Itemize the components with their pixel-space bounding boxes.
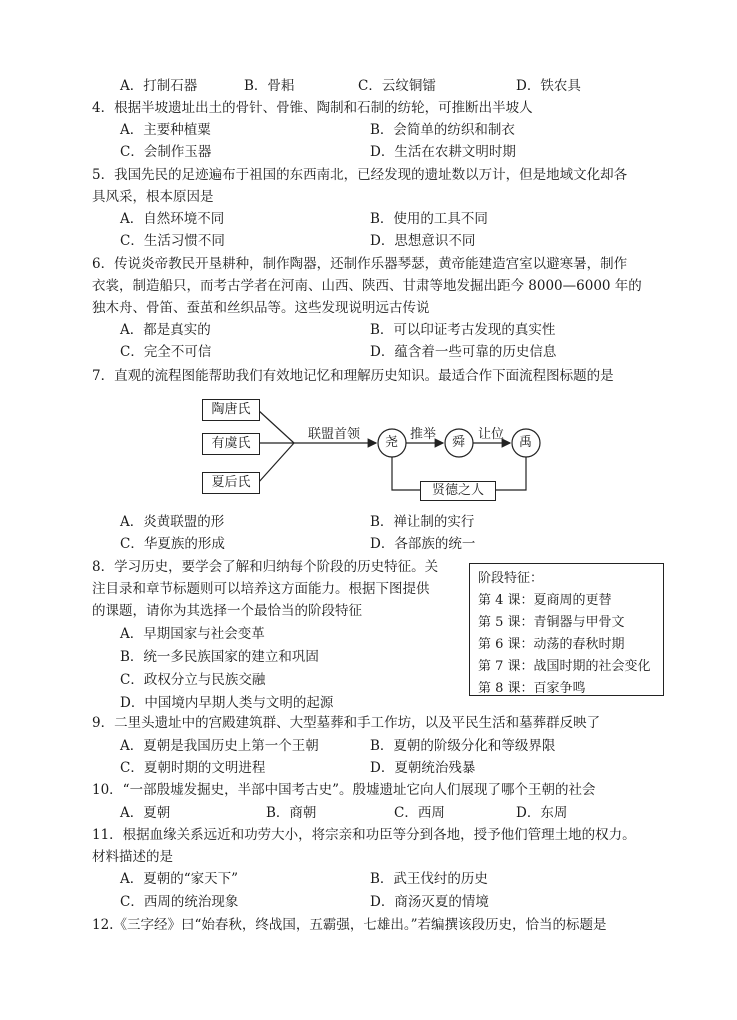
q10-option-d: D．东周 <box>516 805 568 821</box>
q6-stem-line2: 衣裳，制造船只，而考古学者在河南、山西、陕西、甘肃等地发掘出距今 8000—6000 年的 <box>92 278 642 294</box>
q3-option-a: A．打制石器 <box>120 78 198 94</box>
q4-option-d: D．生活在农耕文明时期 <box>370 144 516 160</box>
q7-stem: 7．直观的流程图能帮助我们有效地记忆和理解历史知识。最适合作下面流程图标题的是 <box>92 368 614 384</box>
clan-box-xiahou: 夏后氏 <box>202 472 260 494</box>
q6-stem-line3: 独木舟、骨笛、蚕茧和丝织品等。这些发现说明远古传说 <box>92 300 430 316</box>
recommend-label: 推举 <box>410 427 437 442</box>
q5-stem-line1: 5．我国先民的足迹遍布于祖国的东西南北，已经发现的遗址数以万计，但是地域文化却各 <box>92 167 628 183</box>
q4-option-c: C．会制作玉器 <box>120 144 212 160</box>
q10-option-a: A．夏朝 <box>120 805 171 821</box>
stage-box-title: 阶段特征： <box>478 571 544 586</box>
q9-stem: 9．二里头遗址中的宫殿建筑群、大型墓葬和手工作坊，以及平民生活和墓葬群反映了 <box>92 715 601 731</box>
q9-option-a: A．夏朝是我国历史上第一个王朝 <box>120 738 319 754</box>
stage-lesson-6: 第 6 课：动荡的春秋时期 <box>478 637 625 652</box>
q6-option-d: D．蕴含着一些可靠的历史信息 <box>370 344 557 360</box>
stage-lesson-7: 第 7 课：战国时期的社会变化 <box>478 659 651 674</box>
q11-option-d: D．商汤灭夏的情境 <box>370 894 489 910</box>
abdicate-label: 让位 <box>478 427 505 442</box>
stage-lesson-4: 第 4 课：夏商周的更替 <box>478 593 612 608</box>
q9-option-c: C．夏朝时期的文明进程 <box>120 760 266 776</box>
q5-option-b: B．使用的工具不同 <box>370 211 488 227</box>
clan-box-taotang: 陶唐氏 <box>202 399 260 421</box>
ruler-shun: 舜 <box>452 435 466 450</box>
q11-stem-line1: 11．根据血缘关系远近和功劳大小，将宗亲和功臣等分到各地，授予他们管理土地的权力。 <box>92 827 636 843</box>
q11-option-a: A．夏朝的“家天下” <box>120 871 239 887</box>
q4-option-b: B．会简单的纺织和制衣 <box>370 122 515 138</box>
ruler-yao: 尧 <box>385 435 399 450</box>
clan-box-youyu: 有虞氏 <box>202 433 260 455</box>
stage-lesson-5: 第 5 课：青铜器与甲骨文 <box>478 615 625 630</box>
q7-options-row2 <box>0 535 737 553</box>
q10-option-b: B．商朝 <box>266 805 317 821</box>
stage-features-box <box>469 563 664 696</box>
q9-option-d: D．夏朝统治残暴 <box>370 760 476 776</box>
q8-option-a: A．早期国家与社会变革 <box>120 626 265 642</box>
q12-stem: 12.《三字经》曰“始春秋，终战国，五霸强，七雄出。”若编撰该段历史，恰当的标题是 <box>92 917 607 933</box>
q7-option-c: C．华夏族的形成 <box>120 536 225 552</box>
q10-options <box>0 804 737 822</box>
q6-stem-line1: 6．传说炎帝教民开垦耕种，制作陶器，还制作乐器琴瑟，黄帝能建造宫室以避寒暑，制作 <box>92 256 628 272</box>
q9-option-b: B．夏朝的阶级分化和等级界限 <box>370 738 556 754</box>
ruler-yu: 禹 <box>519 435 533 450</box>
q6-option-a: A．都是真实的 <box>120 322 211 338</box>
q5-option-a: A．自然环境不同 <box>120 211 225 227</box>
q8-stem-line2: 注目录和章节标题则可以培养这方面能力。根据下图提供 <box>92 581 430 597</box>
q6-option-c: C．完全不可信 <box>120 344 212 360</box>
q8-stem-line1: 8．学习历史，要学会了解和归纳每个阶段的历史特征。关 <box>92 559 439 575</box>
q9-options-row2 <box>0 759 737 777</box>
q4-stem: 4．根据半坡遗址出土的骨针、骨锥、陶制和石制的纺轮，可推断出半坡人 <box>92 100 533 116</box>
q3-option-b: B．骨耜 <box>244 78 295 94</box>
q5-stem-line2: 具风采，根本原因是 <box>92 189 214 205</box>
q7-options-row1 <box>0 513 737 531</box>
q5-option-c: C．生活习惯不同 <box>120 233 225 249</box>
q9-options-row1 <box>0 737 737 755</box>
q3-option-c: C．云纹铜镭 <box>358 78 436 94</box>
q8-option-d: D．中国境内早期人类与文明的起源 <box>120 695 334 711</box>
q10-option-c: C．西周 <box>394 805 445 821</box>
q7-option-b: B．禅让制的实行 <box>370 514 475 530</box>
virtuous-person-box: 贤德之人 <box>420 481 496 501</box>
q7-option-a: A．炎黄联盟的形 <box>120 514 225 530</box>
alliance-leader-label: 联盟首领 <box>308 427 361 442</box>
q5-option-d: D．思想意识不同 <box>370 233 476 249</box>
q4-option-a: A．主要种植粟 <box>120 122 211 138</box>
q11-options-row2 <box>0 893 737 911</box>
q8-option-b: B．统一多民族国家的建立和巩固 <box>120 649 319 665</box>
stage-lesson-8: 第 8 课：百家争鸣 <box>478 681 586 696</box>
q11-option-c: C．西周的统治现象 <box>120 894 239 910</box>
q11-option-b: B．武王伐纣的历史 <box>370 871 488 887</box>
q8-option-c: C．政权分立与民族交融 <box>120 672 266 688</box>
q3-option-d: D．铁农具 <box>516 78 581 94</box>
q11-stem-line2: 材料描述的是 <box>92 849 173 865</box>
q8-stem-line3: 的课题，请你为其选择一个最恰当的阶段特征 <box>92 603 362 619</box>
q7-option-d: D．各部族的统一 <box>370 536 476 552</box>
q6-option-b: B．可以印证考古发现的真实性 <box>370 322 556 338</box>
q11-options-row1 <box>0 870 737 888</box>
q10-stem: 10．“一部殷墟发掘史，半部中国考古史”。殷墟遗址它向人们展现了哪个王朝的社会 <box>92 782 596 798</box>
